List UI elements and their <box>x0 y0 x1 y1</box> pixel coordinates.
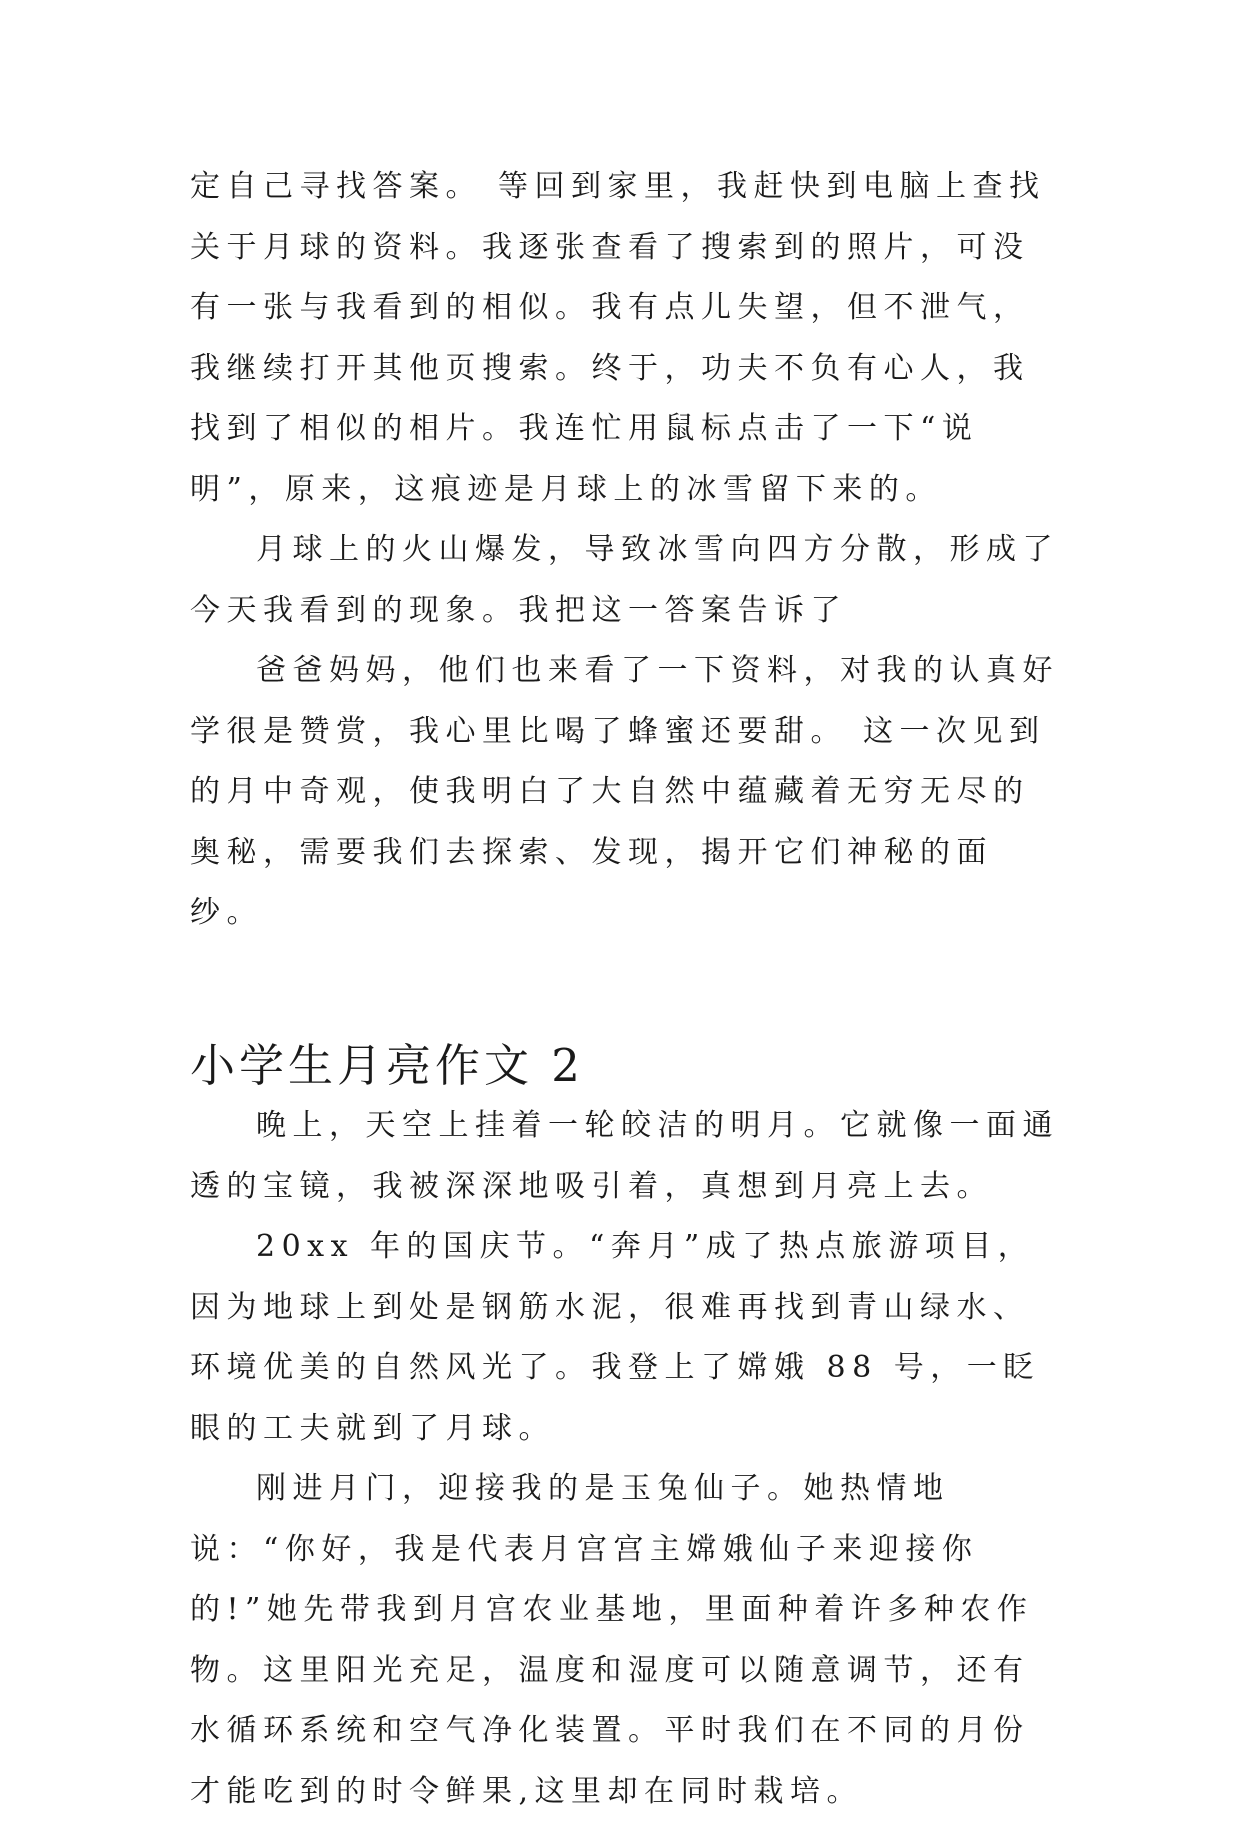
paragraph-5: 20xx 年的国庆节。“奔月”成了热点旅游项目，因为地球上到处是钢筋水泥，很难再找到青山绿水、环境优美的自然风光了。我登上了嫦娥 88 号，一眨眼的工夫就到了月球。 <box>190 1229 1040 1446</box>
paragraph-2: 月球上的火山爆发，导致冰雪向四方分散，形成了今天我看到的现象。我把这一答案告诉了 <box>190 532 1059 628</box>
paragraph-4: 晚上，天空上挂着一轮皎洁的明月。它就像一面通透的宝镜，我被深深地吸引着，真想到月亮上去。 <box>190 1108 1059 1204</box>
paragraph-1: 定自己寻找答案。 等回到家里，我赶快到电脑上查找关于月球的资料。我逐张查看了搜索到的照片，可没有一张与我看到的相似。我有点儿失望，但不泄气，我继续打开其他页搜索。终于，功夫不负有心人，我找到了相似的相片。我连忙用鼠标点击了一下“说明”，原来，这痕迹是月球上的冰雪留下来的。 <box>190 169 1046 507</box>
paragraph-6: 刚进月门，迎接我的是玉兔仙子。她热情地说：“你好，我是代表月宫宫主嫦娥仙子来迎接你的!”她先带我到月宫农业基地，里面种着许多种农作物。这里阳光充足，温度和湿度可以随意调节，还有水循环系统和空气净化装置。平时我们在不同的月份才能吃到的时令鲜果,这里却在同时栽培。 <box>190 1471 1034 1809</box>
section-heading: 小学生月亮作文 2 <box>190 1038 584 1092</box>
paragraph-3: 爸爸妈妈，他们也来看了一下资料，对我的认真好学很是赞赏，我心里比喝了蜂蜜还要甜。 这一次见到的月中奇观，使我明白了大自然中蕴藏着无穷无尽的奥秘，需要我们去探索、发现，揭开它们神秘的面纱。 <box>190 653 1059 930</box>
document-page <box>190 157 1060 1822</box>
